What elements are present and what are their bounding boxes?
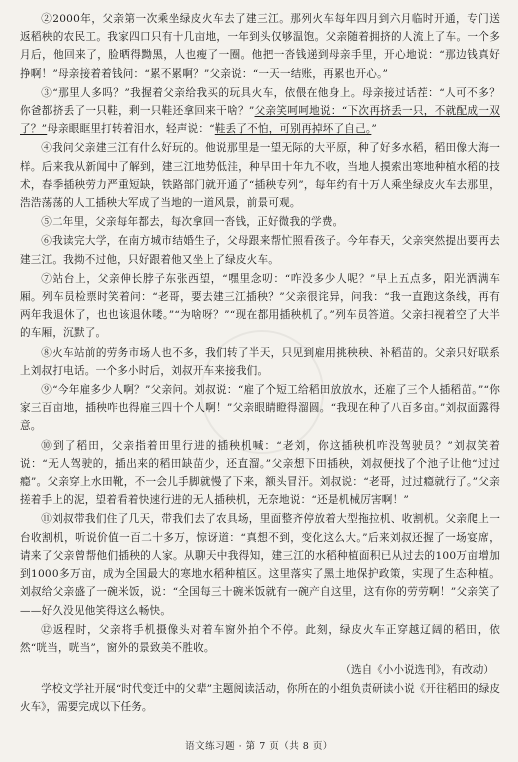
- underlined-sentence: 鞋丢了不怕，可别再掉坏了自己。: [214, 123, 372, 136]
- paragraph-number: ⑤: [41, 216, 52, 229]
- paragraph-text: “今年雇多少人啊？”父亲问。刘叔说：“雇了个短工给稻田放放水，还雇了三个人插稻苗。”“你家三百亩地，插秧咋也得雇三四十个人啊！”父亲眼睛瞪得溜圆。“我现在种了八百多亩。”刘叔面露得意。: [20, 384, 501, 433]
- paragraph-text: 2000年，父亲第一次乘坐绿皮火车去了建三江。那列火车每年四月到六月临时开通，专门送返稻秧的农民工。我家四口只有十几亩地，一年到头仅够温饱。父亲随着拥挤的人流上了车。一个多月后，他回来了，脸晒得黝黑，人也瘦了一圈。他把一沓钱递到母亲手里，开心地说：“那边钱真好挣啊！”母亲接着着钱问：“累不累啊？”父亲说：“一天一结账，再累也开心。”: [20, 13, 501, 80]
- paragraph-text: 我读完大学，在南方城市结婚生子，父母跟来帮忙照看孩子。今年春天，父亲突然提出要再去建三江。我拗不过他，只好跟着他又坐上了绿皮火车。: [20, 235, 501, 266]
- paragraph-number: ②: [41, 13, 53, 25]
- underlined-sentence: 父亲笑呵呵地说：“下次再挤丢一只，不就配成一双了？”: [20, 105, 500, 136]
- paragraph-text: 站台上，父亲伸长脖子东张西望，“嘿里念叨：“咋没多少人呢？”早上五点多，阳光洒满车厢。列车员检票时笑着问：“老哥，要去建三江插秧？”父亲很诧异，问我：“我一直跑这条线，再有两年我退休了，也也该退休喽。”“为啥呀？”“现在都用插秧机了。”列车员答道。父亲扫视着空了大半的车厢，沉默了。: [20, 272, 500, 340]
- paragraph: [20, 510, 500, 619]
- paragraph: [20, 213, 500, 231]
- paragraph: [20, 621, 500, 657]
- paragraph-number: ④: [41, 142, 53, 155]
- paragraph: [20, 139, 500, 212]
- paragraph-text: ”: [371, 123, 377, 136]
- paragraph-text: 我问父亲建三江有什么好玩的。他说那里是一望无际的大平原，种了好多水稻，稻田像大海一样。后来我从新闻中了解到，建三江地势低洼，种早田十年九不收，当地人摸索出寒地种植水稻的技术，春季插秧劳力严重短缺，铁路部门就开通了“插秧专列”，每年约有十万人乘坐绿皮火车去那里，浩浩荡荡的人工插秧大军成了当地的一道风景，前景可观。: [20, 142, 501, 210]
- paragraph-text: 母亲眼眶里打转着泪水，轻声说：“: [47, 123, 215, 136]
- paragraph-text: 刘叔带我们住了几天，带我们去了农具场，里面整齐停放着大型拖拉机、收割机。父亲爬上一台收割机，听说价值一百二十多万，惊讶道：“真想不到，变化这么大。”后来刘叔还握了一场宴席，请来了父亲曾帮他们插秧的人家。从聊天中我得知，建三江的水稻种植面积已从过去的100万亩增加到1000多万亩，成为全国最大的寒地水稻种植区。这里落实了黑土地保护政策，实现了生态种植。刘叔给父亲盛了一碗米饭，说：“全国每三十碗米饭就有一碗产自这里，这有你的劳劳啊！”父亲笑了——好久没见他笑得这么畅快。: [20, 513, 501, 617]
- paragraph-text: 到了稻田，父亲指着田里行进的插秧机喊：“老刘，你这插秧机咋没驾驶员？”刘叔笑着说：“无人驾驶的，插出来的稻田缺苗少，还直溜。”父亲想下田插秧，刘叔便找了个池子让他“过过瘾”。父亲穿上水田靴，不一会儿手脚就慢了下来，额头冒汗。刘叔说：“老哥，过过瘾就行了。”父亲搓着手上的泥，望着看着快速行进的无人插秧机，无奈地说：“还是机械厉害啊！”: [20, 439, 500, 507]
- paragraph-text: 返程时，父亲将手机摄像头对着车窗外拍个不停。此刻，绿皮火车正穿越辽阔的稻田，依然“咣当，咣当”，窗外的景致美不胜收。: [20, 623, 501, 654]
- paragraph-text: 二年里，父亲每年都去，每次拿回一沓钱，正好微我的学费。: [51, 216, 344, 229]
- paragraph-text: “那里人多吗？”我握着父亲给我买的玩具火车，依偎在他身上。母亲接过话茬：“人可不多？你爸都挤丢了一只鞋，剩一只鞋还拿回来干啥？”: [20, 86, 500, 118]
- paragraph-number: ⑦: [41, 272, 53, 285]
- paragraph-number: ③: [41, 86, 53, 99]
- paragraph-number: ⑪: [41, 513, 53, 526]
- paragraph-number: ⑨: [41, 384, 53, 397]
- paragraph-text: 火车站前的劳务市场人也不多，我们转了半天，只见到雇用挑秧秧、补稻苗的。父亲只好联系上刘叔打电话。一个多小时后，刘叔开车来接我们。: [20, 346, 501, 377]
- paragraph-number: ⑥: [41, 235, 53, 248]
- paragraph-number: ⑩: [41, 439, 53, 452]
- page-footer: 语文练习题 · 第 7 页（共 8 页）: [185, 741, 333, 752]
- paragraph-number: ⑫: [41, 623, 53, 636]
- paragraph-number: ⑧: [41, 346, 53, 359]
- task-instruction: 学校文学社开展“时代变迁中的父辈”主题阅读活动，你所在的小组负责研读小说《开往稻田的绿皮火车》，需要完成以下任务。: [20, 683, 500, 714]
- paragraph: [20, 84, 500, 139]
- paragraph: [20, 232, 500, 268]
- paragraph: [20, 10, 500, 83]
- source-citation: （选自《小小说选刊》，有改动）: [340, 664, 494, 677]
- watermark-seal: [200, 330, 324, 454]
